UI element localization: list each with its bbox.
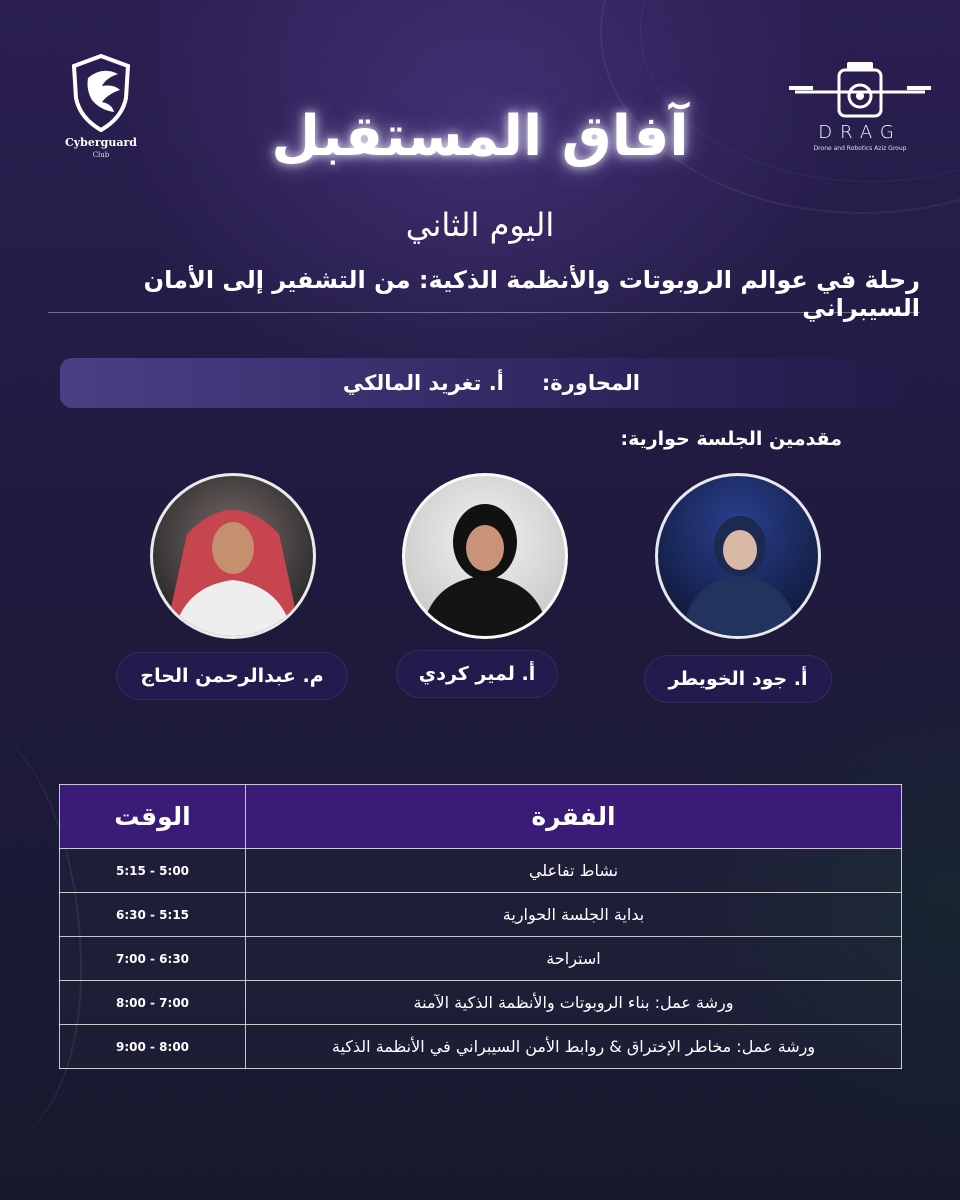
drag-name: DRAG bbox=[818, 122, 902, 143]
speaker-name-2: أ. لمير كردي bbox=[396, 650, 558, 698]
schedule-time: 7:00 - 8:00 bbox=[60, 981, 246, 1025]
schedule-item: ورشة عمل: مخاطر الإختراق & روابط الأمن السيبراني في الأنظمة الذكية bbox=[246, 1025, 902, 1069]
moderator-name: أ. تغريد المالكي bbox=[342, 371, 504, 395]
event-title: آفاق المستقبل bbox=[271, 104, 689, 169]
moderator-label: المحاورة: bbox=[541, 371, 640, 395]
table-row bbox=[60, 893, 902, 937]
cyberguard-sub: Club bbox=[92, 151, 110, 159]
speaker-photo-3 bbox=[150, 473, 316, 639]
schedule-table bbox=[59, 784, 902, 1069]
schedule-item: بداية الجلسة الحوارية bbox=[246, 893, 902, 937]
speaker-photo-2 bbox=[402, 473, 568, 639]
schedule-item: ورشة عمل: بناء الروبوتات والأنظمة الذكية الآمنة bbox=[246, 981, 902, 1025]
table-row bbox=[60, 937, 902, 981]
schedule-time: 5:00 - 5:15 bbox=[60, 849, 246, 893]
moderator-banner bbox=[60, 358, 900, 408]
day-label: اليوم الثاني bbox=[405, 206, 555, 244]
divider bbox=[48, 312, 920, 313]
presenters-label: مقدمين الجلسة حوارية: bbox=[620, 428, 842, 450]
table-row bbox=[60, 1025, 902, 1069]
speaker-name-1: أ. جود الخويطر bbox=[644, 655, 832, 703]
schedule-time: 8:00 - 9:00 bbox=[60, 1025, 246, 1069]
column-header-item: الفقرة bbox=[246, 785, 902, 849]
table-row bbox=[60, 849, 902, 893]
cyberguard-name: Cyberguard bbox=[65, 136, 137, 149]
schedule-item: نشاط تفاعلي bbox=[246, 849, 902, 893]
table-header-row bbox=[60, 785, 902, 849]
schedule-time: 5:15 - 6:30 bbox=[60, 893, 246, 937]
schedule-item: استراحة bbox=[246, 937, 902, 981]
speaker-photo-1 bbox=[655, 473, 821, 639]
event-subtitle: رحلة في عوالم الروبوتات والأنظمة الذكية: من التشفير إلى الأمان السيبراني bbox=[143, 266, 920, 322]
column-header-time: الوقت bbox=[60, 785, 246, 849]
schedule-time: 6:30 - 7:00 bbox=[60, 937, 246, 981]
speaker-name-3: م. عبدالرحمن الحاج bbox=[116, 652, 348, 700]
drag-sub: Drone and Robotics Aziz Group bbox=[813, 145, 907, 152]
table-row bbox=[60, 981, 902, 1025]
